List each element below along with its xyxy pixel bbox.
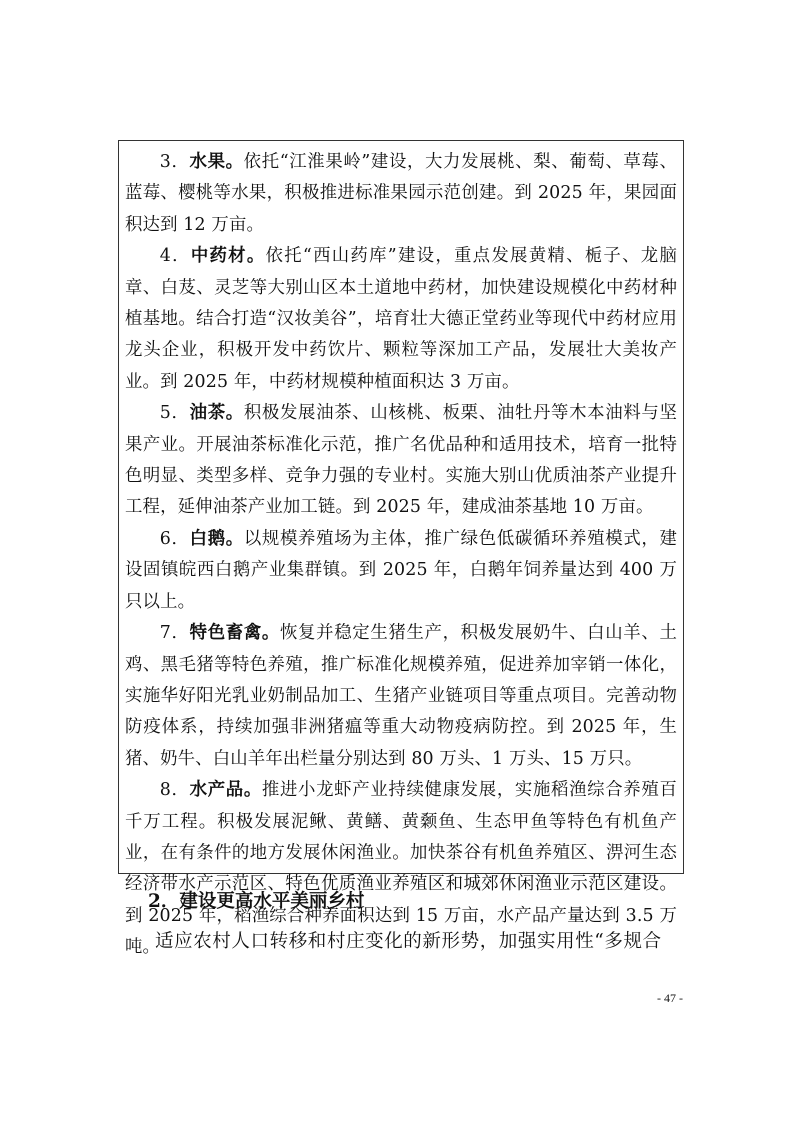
item-title: 油茶。 [189,403,244,424]
body-paragraph: 适应农村人口转移和村庄变化的新形势，加强实用性“多规合 [155,931,662,952]
item-fruit: 3．水果。依托“江淮果岭”建设，大力发展桃、梨、葡萄、草莓、蓝莓、樱桃等水果，积极推进标准果园示范创建。到 2025 年，果园面积达到 12 万亩。 [125,152,677,235]
item-title: 水果。 [189,152,244,172]
item-oil-tea: 5．油茶。积极发展油茶、山核桃、板栗、油牡丹等木本油料与坚果产业。开展油茶标准化示范，推广名优品种和适用技术，培育一批特色明显、类型多样、竞争力强的专业村。实施大别山优质油茶产业提升工程，延伸油茶产业加工链。到 2025 年，建成油茶基地 10 万亩。 [125,403,678,518]
item-title: 特色畜禽。 [189,623,280,644]
item-title: 白鹅。 [189,528,244,549]
item-aquatic: 8．水产品。推进小龙虾产业持续健康发展，实施稻渔综合养殖百千万工程。积极发展泥鳅、黄鳝、黄颡鱼、生态甲鱼等特色有机鱼产业，在有条件的地方发展休闲渔业。加快茶谷有机鱼养殖区、淠河生态经济带水产示范区、特色优质渔业养殖区和城郊休闲渔业示范区建设。到 2025 年，稻渔综合种养面积达到 15 万亩，水产品产量达到 3.5 万吨。 [125,780,677,958]
item-goose: 6．白鹅。以规模养殖场为主体，推广绿色低碳循环养殖模式，建设固镇皖西白鹅产业集群镇。到 2025 年，白鹅年饲养量达到 400 万只以上。 [125,528,678,612]
item-livestock: 7．特色畜禽。恢复并稳定生猪生产，积极发展奶牛、白山羊、土鸡、黑毛猪等特色养殖，推广标准化规模养殖，促进养加宰销一体化，实施华好阳光乳业奶制品加工、生猪产业链项目等重点项目。完善动物防疫体系，持续加强非洲猪瘟等重大动物疫病防控。到 2025 年，生猪、奶牛、白山羊年出栏量分别达到 80 万头、1 万头、15 万只。 [125,623,677,769]
item-herbs: 4．中药材。依托“西山药库”建设，重点发展黄精、栀子、龙脑章、白芨、灵芝等大别山区本土道地中药材，加快建设规模化中药材种植基地。结合打造“汉妆美谷”，培育壮大德正堂药业等现代中药材应用龙头企业，积极开发中药饮片、颗粒等深加工产品，发展壮大美妆产业。到 2025 年，中药材规模种植面积达 3 万亩。 [125,246,677,392]
item-title: 中药材。 [190,246,266,267]
section-heading: 2．建设更高水平美丽乡村 [148,891,365,912]
item-title: 水产品。 [189,780,262,801]
page-number: - 47 - [657,991,683,1005]
